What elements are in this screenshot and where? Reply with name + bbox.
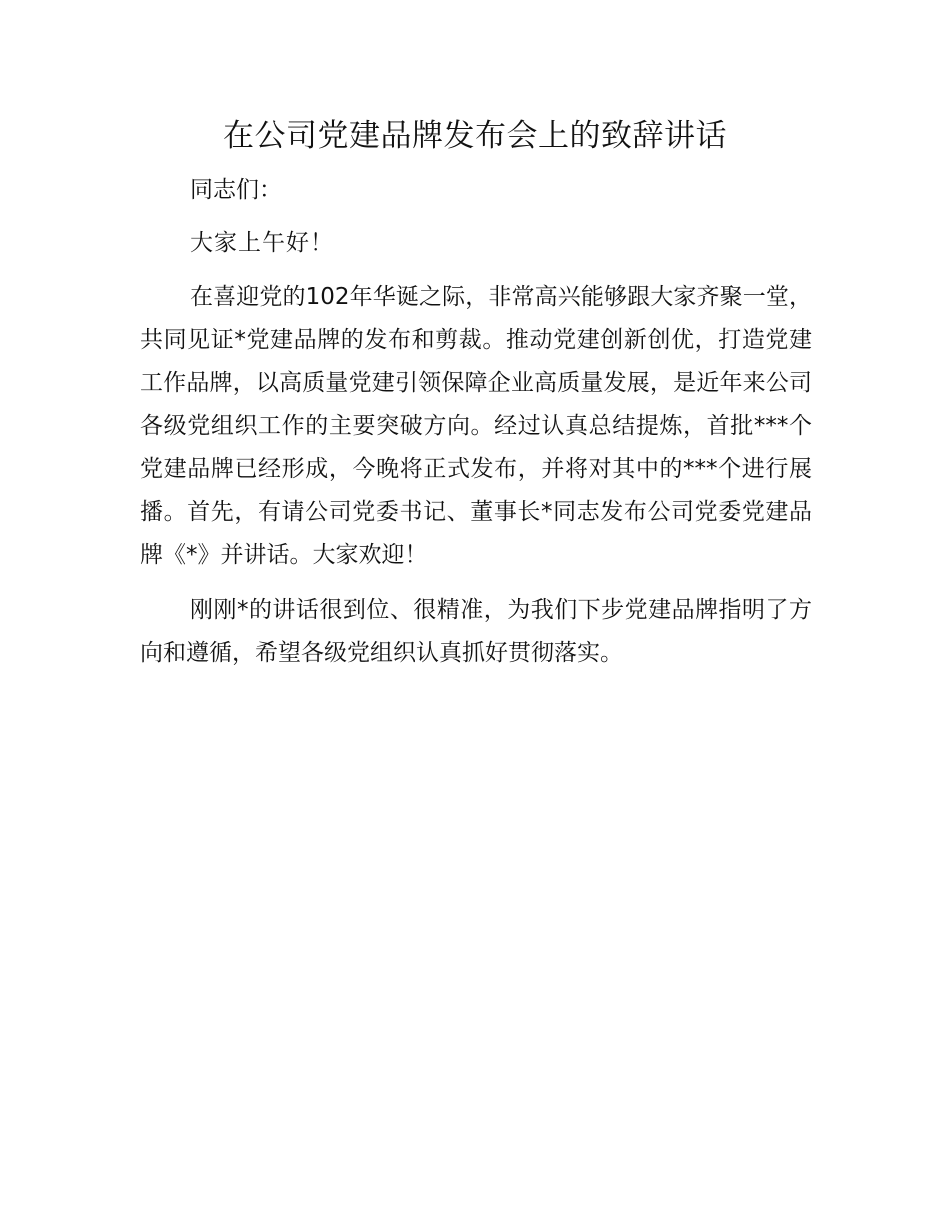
salutation: 大家上午好！ bbox=[190, 230, 334, 256]
paragraph-opening: 在喜迎党的102年华诞之际，非常高兴能够跟大家齐聚一堂，共同见证*党建品牌的发布和剪裁。推动党建创新创优，打造党建工作品牌，以高质量党建引领保障企业高质量发展，是近年来公司各级党组织工作的主要突破方向。经过认真总结提炼，首批***个党建品牌已经形成，今晚将正式发布，并将对其中的***个进行展播。首先，有请公司党委书记、董事长*同志发布公司党委党建品牌《*》并讲话。大家欢迎！ bbox=[140, 284, 812, 568]
greeting: 同志们： bbox=[190, 177, 282, 203]
document-title: 在公司党建品牌发布会上的致辞讲话 bbox=[223, 118, 727, 154]
paragraph-closing: 刚刚*的讲话很到位、很精准，为我们下步党建品牌指明了方向和遵循，希望各级党组织认真抓好贯彻落实。 bbox=[140, 597, 812, 666]
